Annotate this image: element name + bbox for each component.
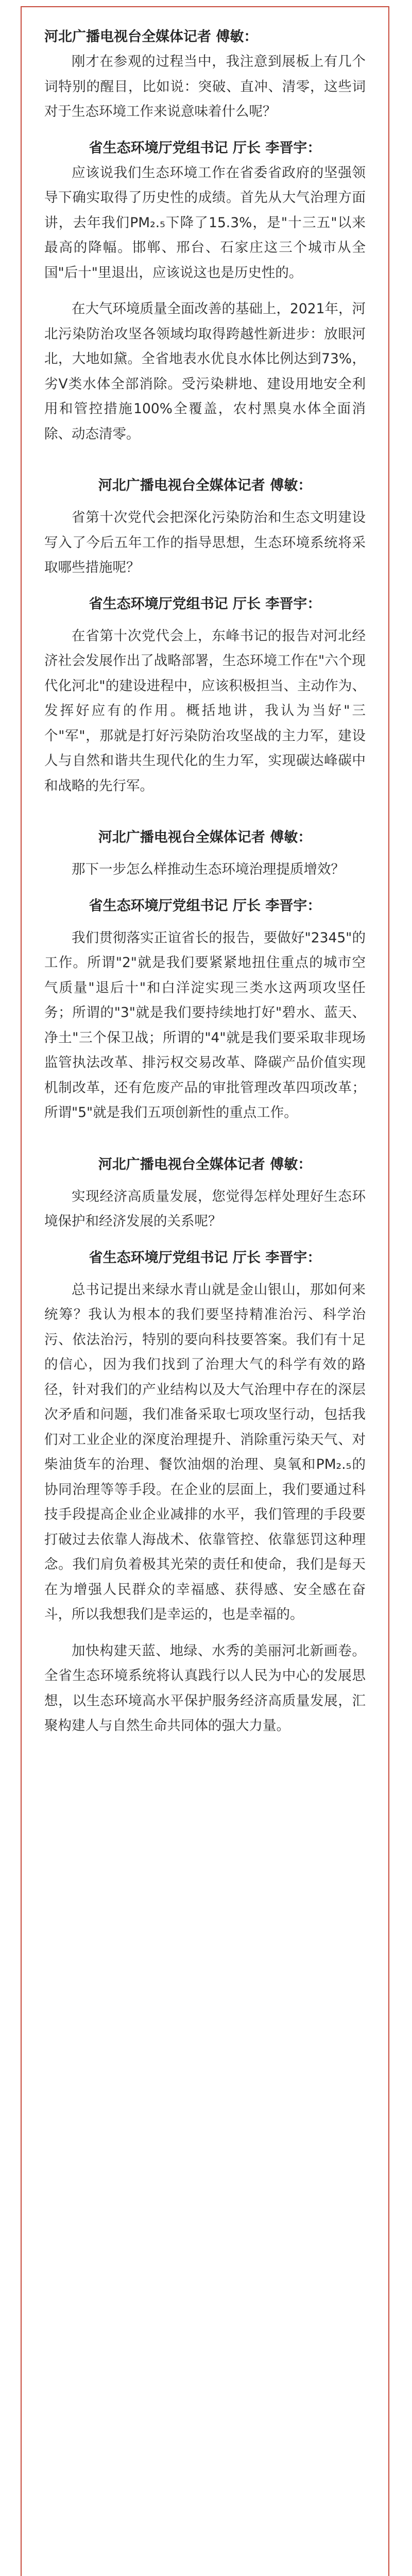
reporter-heading: 河北广播电视台全媒体记者 傅敏： xyxy=(98,1156,312,1173)
official-heading: 省生态环境厅党组书记 厅长 李晋宇： xyxy=(89,1249,321,1266)
paragraph: 刚才在参观的过程当中，我注意到展板上有几个词特别的醒目，比如说：突破、直冲、清零，这些词对于生态环境工作来说意味着什么呢？ xyxy=(44,54,366,120)
paragraph: 实现经济高质量发展，您觉得怎样处理好生态环境保护和经济发展的关系呢？ xyxy=(44,1188,366,1229)
paragraph: 加快构建天蓝、地绿、水秀的美丽河北新画卷。全省生态环境系统将认真践行以人民为中心的发展思想，以生态环境高水平保护服务经济高质量发展，汇聚构建人与自然生命共同体的强大力量。 xyxy=(44,1642,366,1734)
reporter-heading: 河北广播电视台全媒体记者 傅敏： xyxy=(44,29,258,45)
paragraph: 省第十次党代会把深化污染防治和生态文明建设写入了今后五年工作的指导思想，生态环境系统将采取哪些措施呢？ xyxy=(44,510,366,575)
paragraph: 那下一步怎么样推动生态环境治理提质增效？ xyxy=(72,861,345,877)
official-heading: 省生态环境厅党组书记 厅长 李晋宇： xyxy=(89,140,321,156)
paragraph: 在大气环境质量全面改善的基础上，2021年，河北污染防治攻坚各领域均取得跨越性新进步：放眼河北，大地如黛。全省地表水优良水体比例达到73%，劣Ⅴ类水体全部消除。受污染耕地、建设用地安全利用和管控措施100%全覆盖，农村黑臭水体全面消除、动态清零。 xyxy=(44,301,366,442)
paragraph: 在省第十次党代会上，东峰书记的报告对河北经济社会发展作出了战略部署，生态环境工作在"六个现代化河北"的建设进程中，应该积极担当、主动作为、发挥好应有的作用。概括地讲，我认为当好"三个"军"，那就是打好污染防治攻坚战的主力军，建设人与自然和谐共生现代化的生力军，实现碳达峰碳中和战略的先行军。 xyxy=(44,628,366,794)
official-heading: 省生态环境厅党组书记 厅长 李晋宇： xyxy=(89,897,321,914)
paragraph: 总书记提出来绿水青山就是金山银山，那如何来统筹？我认为根本的我们要坚持精准治污、科学治污、依法治污，特别的要向科技要答案。我们有十足的信心，因为我们找到了治理大气的科学有效的路径，针对我们的产业结构以及大气治理中存在的深层次矛盾和问题，我们准备采取七项攻坚行动，包括我们对工业企业的深度治理提升、消除重污染天气、对柴油货车的治理、餐饮油烟的治理、臭氧和PM₂.₅的协同治理等等手段。在企业的层面上，我们要通过科技手段提高企业企业减排的水平，我们管理的手段要打破过去依靠人海战术、依靠管控、依靠惩罚这种理念。我们肩负着极其光荣的责任和使命，我们是每天在为增强人民群众的幸福感、获得感、安全感在奋斗，所以我想我们是幸运的，也是幸福的。 xyxy=(44,1281,366,1622)
paragraph: 我们贯彻落实正谊省长的报告，要做好"2345"的工作。所谓"2"就是我们要紧紧地扭住重点的城市空气质量"退后十"和白洋淀实现三类水这两项攻坚任务；所谓的"3"就是我们要持续地打好"碧水、蓝天、净土"三个保卫战；所谓的"4"就是我们要采取非现场监管执法改革、排污权交易改革、降碳产品价值实现机制改革，还有危废产品的审批管理改革四项改革；所谓"5"就是我们五项创新性的重点工作。 xyxy=(44,929,366,1121)
paragraph: 应该说我们生态环境工作在省委省政府的坚强领导下确实取得了历史性的成绩。首先从大气治理方面讲，去年我们PM₂.₅下降了15.3%，是"十三五"以来最高的降幅。邯郸、邢台、石家庄这三个城市从全国"后十"里退出，应该说这也是历史性的。 xyxy=(44,164,366,281)
article-frame xyxy=(21,6,389,2576)
reporter-heading: 河北广播电视台全媒体记者 傅敏： xyxy=(98,829,312,845)
reporter-heading: 河北广播电视台全媒体记者 傅敏： xyxy=(98,478,312,494)
official-heading: 省生态环境厅党组书记 厅长 李晋宇： xyxy=(89,596,321,612)
